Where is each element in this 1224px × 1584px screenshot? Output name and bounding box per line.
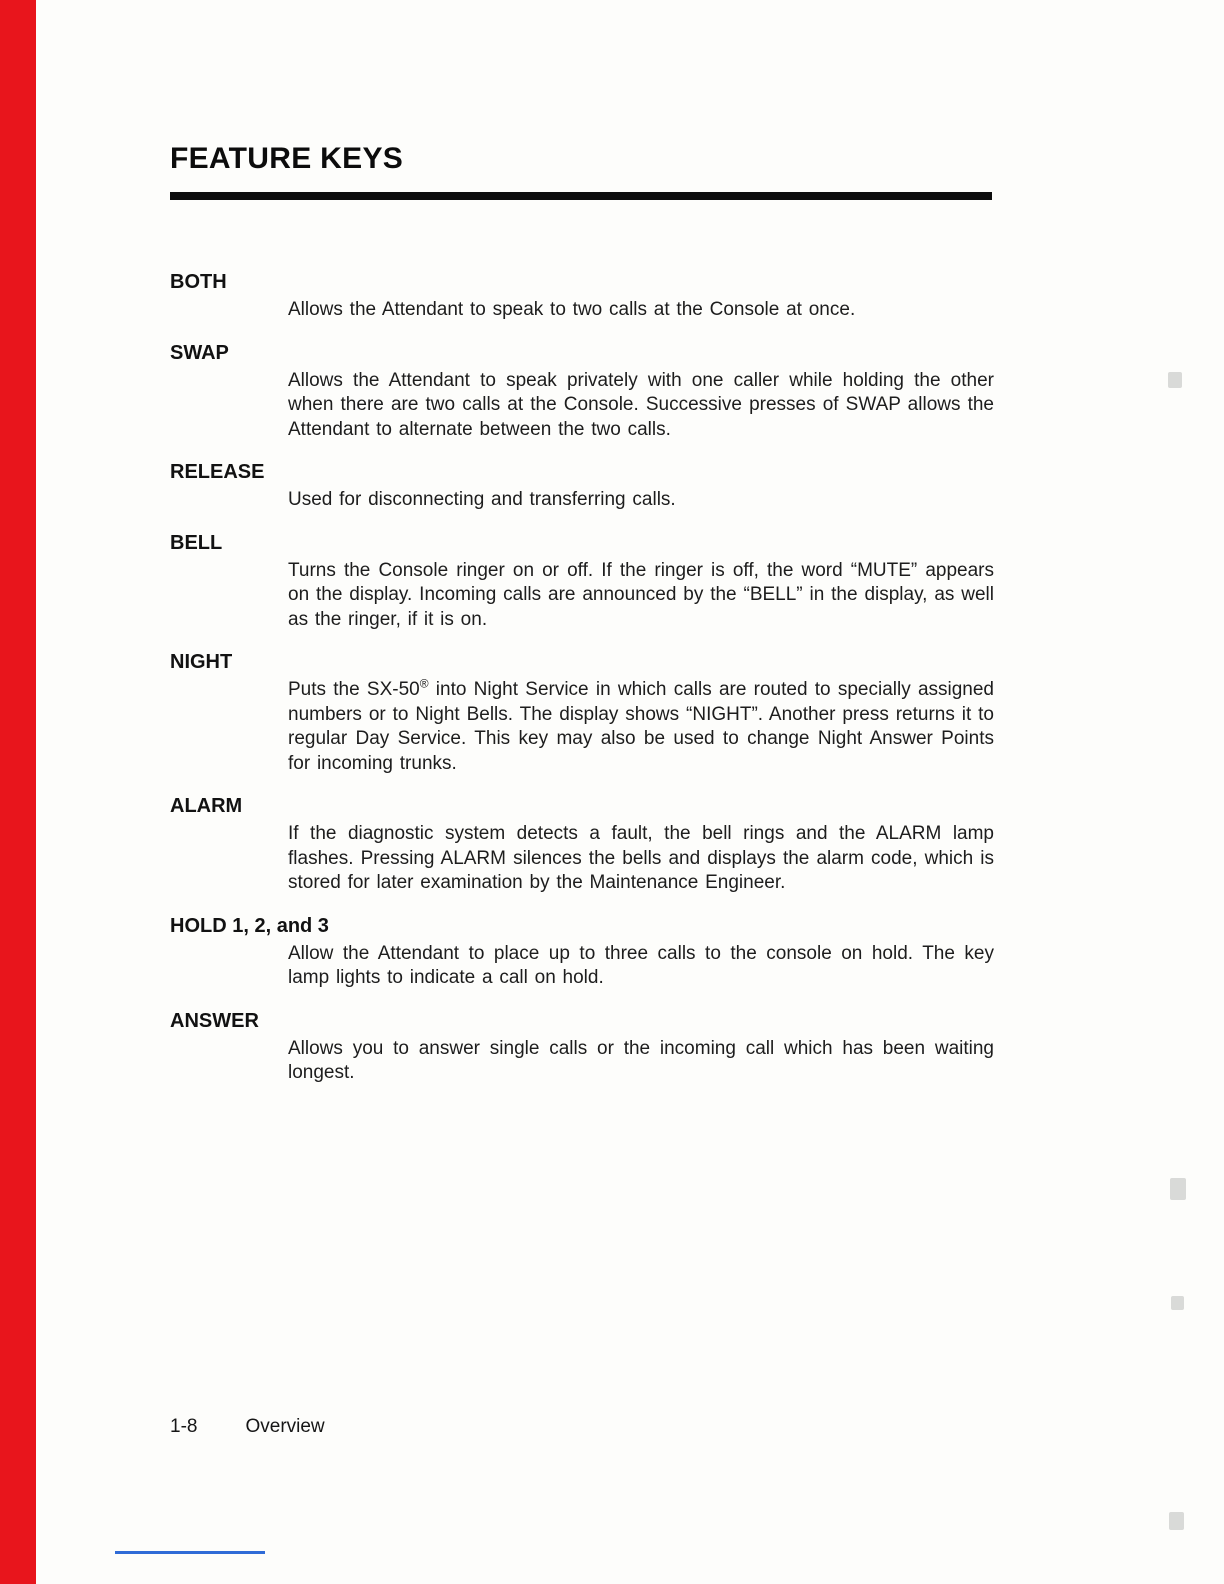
feature-key-name: BELL <box>170 531 223 554</box>
feature-key-name: ALARM <box>170 795 243 817</box>
page-number: 1-8 <box>170 1415 198 1437</box>
bottom-blue-line <box>115 1551 265 1554</box>
feature-entry-alarm <box>170 794 992 896</box>
footer-section-label: Overview <box>245 1415 325 1437</box>
feature-key-description <box>288 678 994 776</box>
page-footer <box>170 1416 992 1438</box>
feature-key-description: Used for disconnecting and transferring calls. <box>288 489 676 510</box>
feature-key-description: Allows the Attendant to speak privately with one caller while holding the other when there are two calls at the Console. Successive presses of SWAP allows the Attendant to alternate between the two calls. <box>288 369 994 440</box>
feature-key-name: HOLD 1, 2, and 3 <box>170 914 329 937</box>
feature-key-description: Allow the Attendant to place up to three calls to the console on hold. The key lamp lights to indicate a call on hold. <box>288 942 994 988</box>
feature-key-description: If the diagnostic system detects a fault, the bell rings and the ALARM lamp flashes. Pressing ALARM silences the bells and displays the alarm code, which is stored for later examination by the Maintenance Engineer. <box>288 823 994 893</box>
page-content <box>170 0 992 1438</box>
description-text: into Night Service in which calls are routed to specially assigned numbers or to Night Bells. The display shows “NIGHT”. Another press returns it to regular Day Service. This key may also be used to change Night Answer Points for incoming trunks. <box>288 679 994 774</box>
feature-entry-answer <box>170 1009 992 1086</box>
scan-artifact <box>1170 1178 1186 1200</box>
feature-entry-bell <box>170 531 992 633</box>
feature-key-name: RELEASE <box>170 461 265 483</box>
feature-key-description: Allows the Attendant to speak to two calls at the Console at once. <box>288 299 856 320</box>
title-rule <box>170 192 992 200</box>
scan-artifact <box>1168 372 1182 388</box>
scan-artifact <box>1171 1296 1184 1310</box>
page-title: FEATURE KEYS <box>170 142 404 175</box>
description-text: Puts the SX-50 <box>288 679 420 700</box>
feature-key-name: SWAP <box>170 341 229 364</box>
feature-key-name: BOTH <box>170 271 227 293</box>
feature-key-description: Turns the Console ringer on or off. If the ringer is off, the word “MUTE” appears on the display. Incoming calls are announced by the “BELL” in the display, as well as the ringer, if it is on. <box>288 559 994 630</box>
feature-entry-night <box>170 650 992 776</box>
feature-key-list <box>170 270 992 1086</box>
feature-entry-both <box>170 270 992 323</box>
feature-key-name: ANSWER <box>170 1009 259 1032</box>
feature-entry-swap <box>170 341 992 443</box>
feature-entry-release <box>170 460 992 513</box>
feature-key-name: NIGHT <box>170 651 233 673</box>
binder-edge-stripe <box>0 0 36 1584</box>
feature-entry-hold <box>170 914 992 991</box>
feature-key-description: Allows you to answer single calls or the incoming call which has been waiting longest. <box>288 1037 994 1083</box>
registered-trademark-symbol: ® <box>419 676 429 691</box>
scan-artifact <box>1169 1512 1184 1530</box>
